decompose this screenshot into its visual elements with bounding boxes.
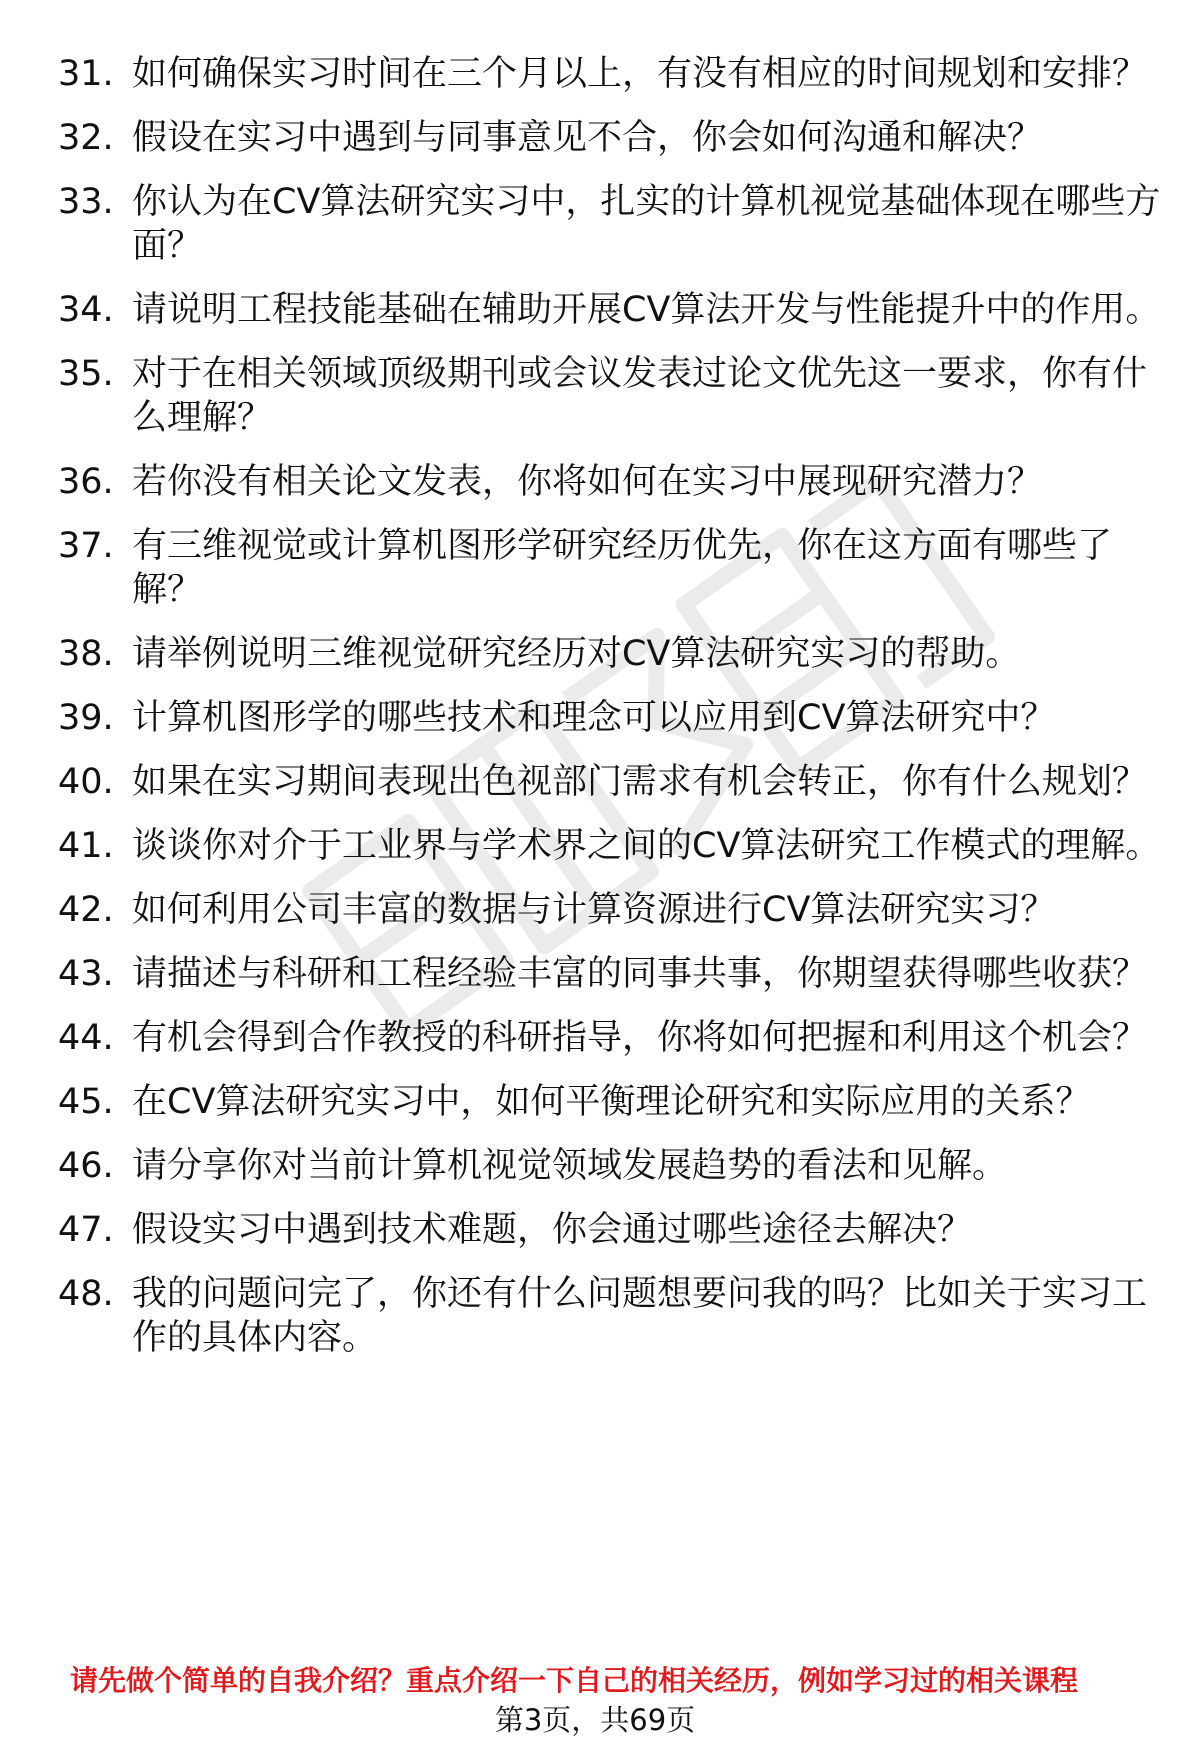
question-number: 37. [58, 526, 114, 566]
question-number: 33. [58, 182, 114, 222]
question-item [58, 288, 1168, 332]
question-text: 你认为在CV算法研究实习中，扎实的计算机视觉基础体现在哪些方面？ [132, 182, 1161, 266]
question-number: 42. [58, 890, 114, 930]
question-text: 如何利用公司丰富的数据与计算资源进行CV算法研究实习？ [132, 890, 1056, 930]
question-number: 48. [58, 1274, 114, 1314]
question-text: 谈谈你对介于工业界与学术界之间的CV算法研究工作模式的理解。 [132, 826, 1161, 866]
question-item [58, 52, 1168, 96]
question-number: 46. [58, 1146, 114, 1186]
question-text: 有机会得到合作教授的科研指导，你将如何把握和利用这个机会？ [132, 1018, 1148, 1058]
question-item [58, 180, 1168, 268]
question-item [58, 460, 1168, 504]
question-number: 32. [58, 118, 114, 158]
question-text: 如何确保实习时间在三个月以上，有没有相应的时间规划和安排？ [132, 54, 1148, 94]
question-text: 有三维视觉或计算机图形学研究经历优先，你在这方面有哪些了解？ [132, 526, 1113, 610]
question-item [58, 696, 1168, 740]
question-text: 计算机图形学的哪些技术和理念可以应用到CV算法研究中？ [132, 698, 1056, 738]
question-text: 请举例说明三维视觉研究经历对CV算法研究实习的帮助。 [132, 634, 1021, 674]
question-item [58, 1080, 1168, 1124]
question-text: 请分享你对当前计算机视觉领域发展趋势的看法和见解。 [132, 1146, 1008, 1186]
question-text: 我的问题问完了，你还有什么问题想要问我的吗？比如关于实习工作的具体内容。 [132, 1274, 1148, 1358]
question-number: 31. [58, 54, 114, 94]
question-item [58, 824, 1168, 868]
question-item [58, 632, 1168, 676]
question-text: 若你没有相关论文发表，你将如何在实习中展现研究潜力？ [132, 462, 1043, 502]
question-item [58, 1208, 1168, 1252]
question-text: 请说明工程技能基础在辅助开展CV算法开发与性能提升中的作用。 [132, 290, 1161, 330]
question-number: 41. [58, 826, 114, 866]
question-text: 假设实习中遇到技术难题，你会通过哪些途径去解决？ [132, 1210, 973, 1250]
question-text: 如果在实习期间表现出色视部门需求有机会转正，你有什么规划？ [132, 762, 1148, 802]
question-number: 47. [58, 1210, 114, 1250]
question-number: 36. [58, 462, 114, 502]
question-item [58, 952, 1168, 996]
question-item [58, 760, 1168, 804]
question-item [58, 1144, 1168, 1188]
question-number: 38. [58, 634, 114, 674]
question-text: 对于在相关领域顶级期刊或会议发表过论文优先这一要求，你有什么理解？ [132, 354, 1148, 438]
question-item [58, 1272, 1168, 1360]
question-text: 在CV算法研究实习中，如何平衡理论研究和实际应用的关系？ [132, 1082, 1091, 1122]
question-item [58, 116, 1168, 160]
question-text: 请描述与科研和工程经验丰富的同事共事，你期望获得哪些收获？ [132, 954, 1148, 994]
question-number: 35. [58, 354, 114, 394]
question-item [58, 352, 1168, 440]
page-number: 第3页，共69页 [494, 1703, 696, 1737]
question-number: 39. [58, 698, 114, 738]
question-number: 45. [58, 1082, 114, 1122]
question-item [58, 888, 1168, 932]
question-number: 34. [58, 290, 114, 330]
question-list [58, 52, 1168, 1380]
question-number: 44. [58, 1018, 114, 1058]
promo-line: 请先做个简单的自我介绍？重点介绍一下自己的相关经历，例如学习过的相关课程 [70, 1664, 1079, 1697]
question-text: 假设在实习中遇到与同事意见不合，你会如何沟通和解决？ [132, 118, 1043, 158]
question-item [58, 1016, 1168, 1060]
question-number: 40. [58, 762, 114, 802]
question-number: 43. [58, 954, 114, 994]
question-item [58, 524, 1168, 612]
